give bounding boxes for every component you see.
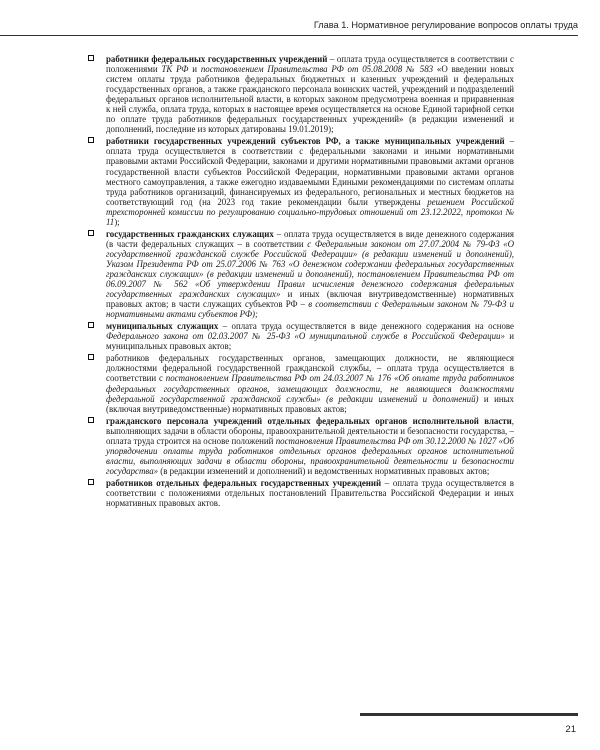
text-segment: в соответствии с Федеральным законом № 79-ФЗ и нормативными актами субъектов РФ); [106, 299, 514, 320]
text-segment: постановления Правительства РФ от 30.12.2000 № 1027 «Об упорядочении оплаты труда работников отдельных органов федеральных органов исполнительной власти, выполняющих задачи в области обороны, правоохранительной деятельности и безопасности государства» [106, 435, 514, 476]
checkbox-bullet-icon [88, 417, 94, 423]
text-segment: Федерального закона от 02.03.2007 № 25-ФЗ «О муниципальной службе в Российской Федерации» [106, 331, 505, 342]
text-segment: «О введении новых систем оплаты труда работников федеральных бюджетных и казенных учреждений и федеральных государственных органов, а также гражданского персонала воинских частей, учреждений и подразделений федеральных органов исполнительной власти, в которых законом предусмотрена военная и приравненная к ней служба, оплата труда, которых в настоящее время осуществляется на основе Единой тарифной сетки по оплате труда работников федеральных государственных учреждений» (в редакции изменений и дополнений, последние из которых датированы 19.01.2019); [106, 64, 515, 135]
text-segment: – оплата труда осуществляется в соответствии с положениями [106, 54, 514, 75]
header-rule [0, 35, 578, 36]
list-item [86, 478, 514, 508]
checkbox-bullet-icon [88, 354, 94, 360]
text-segment: государственных гражданских служащих [106, 228, 274, 239]
footer-rule [360, 713, 578, 716]
list-item [86, 54, 514, 134]
text-segment: – оплата труда осуществляется в соответствии с положениями отдельных постановлений Правительства Российской Федерации и иных нормативных правовых актов. [106, 477, 515, 509]
text-segment: решением Российской трехсторонней комиссии по регулированию социально-трудовых отношений от 23.12.2022, протокол № 11 [106, 196, 514, 227]
text-segment: и муниципальных правовых актов; [106, 331, 515, 352]
text-segment: (в редакции изменений и дополнений) и ведомственных нормативных правовых актов; [158, 465, 490, 476]
checkbox-bullet-icon [88, 137, 94, 143]
list-item [86, 136, 514, 226]
text-segment: муниципальных служащих [106, 321, 219, 332]
list-item [86, 353, 514, 413]
bullet-list [86, 54, 514, 510]
text-segment: и иных (включая внутриведомственные) нормативных правовых актов; в части служащих субъектов РФ – [106, 289, 514, 310]
text-segment: ); [114, 216, 120, 227]
text-segment: работники федеральных государственных учреждений [106, 54, 328, 64]
text-segment: ТК РФ [161, 64, 189, 75]
text-segment: – оплата труда осуществляется в виде денежного содержания (в части федеральных служащих – в соответствии [106, 228, 514, 249]
text-segment: постановлением Правительства РФ от 24.03.2007 № 176 «Об оплате труда работников федеральных государственных органов, замещающих должности, не являющиеся должностями федеральной государственной гражданской службы» (в редакции изменений и дополнений) [106, 373, 514, 404]
page-footer [0, 710, 600, 750]
checkbox-bullet-icon [88, 322, 94, 328]
text-segment: работников отдельных федеральных государственных учреждений [106, 477, 382, 488]
text-segment: и [188, 64, 201, 75]
text-segment: и иных (включая внутриведомственные) нормативных правовых актов; [106, 393, 514, 414]
text-segment: работников федеральных государственных органов, замещающих должности, не являющиеся должностями федеральной государственной гражданской службы, – оплата труда осуществляется в соответствии с [106, 353, 514, 384]
text-segment: гражданского персонала учреждений отдельных федеральных органов исполнительной власти [106, 415, 512, 426]
list-item [86, 416, 514, 476]
text-segment: , выполняющих задачи в области обороны, правоохранительной деятельности и безопасности государства, – оплата труда строится на основе положений [106, 415, 514, 446]
text-segment: с Федеральным законом от 27.07.2004 № 79-ФЗ «О государственной гражданской службе Российской Федерации» (в редакции изменений и дополнений), Указом Президента РФ от 25.07.2006 № 763 «О денежном содержании федеральных государственных гражданских служащих» (в редакции изменений и дополнений), постановлением Правительства РФ от 06.09.2007 № 562 «Об утверждении Правил исчисления денежного содержания федеральных государственных гражданских служащих» [106, 238, 515, 300]
chapter-title: Глава 1. Нормативное регулирование вопросов оплаты труда [313, 20, 578, 30]
text-segment: – оплата труда осуществляется в виде денежного содержания на основе [218, 321, 514, 332]
checkbox-bullet-icon [88, 230, 94, 236]
checkbox-bullet-icon [88, 55, 94, 61]
list-item [86, 229, 514, 319]
text-segment: работники государственных учреждений субъектов РФ, а также муниципальных учреждений [106, 136, 505, 147]
checkbox-bullet-icon [88, 479, 94, 485]
text-segment: – оплата труда осуществляется в соответствии с федеральными законами и иными нормативными правовыми актами Российской Федерации, законами и другими нормативными правовыми актами органов государственной власти субъектов Российской Федерации, нормативными правовыми актами органов местного самоуправления, а также ежегодно издаваемыми Едиными рекомендациями по системам оплаты труда работников организаций, финансируемых из федерального, региональных и местных бюджетов на соответствующий год (на 2023 год такие рекомендации были утверждены [106, 136, 515, 207]
list-item [86, 321, 514, 351]
text-segment: постановлением Правительства РФ от 05.08.2008 № 583 [200, 64, 434, 75]
page-number: 21 [565, 724, 576, 735]
running-header [0, 18, 600, 40]
